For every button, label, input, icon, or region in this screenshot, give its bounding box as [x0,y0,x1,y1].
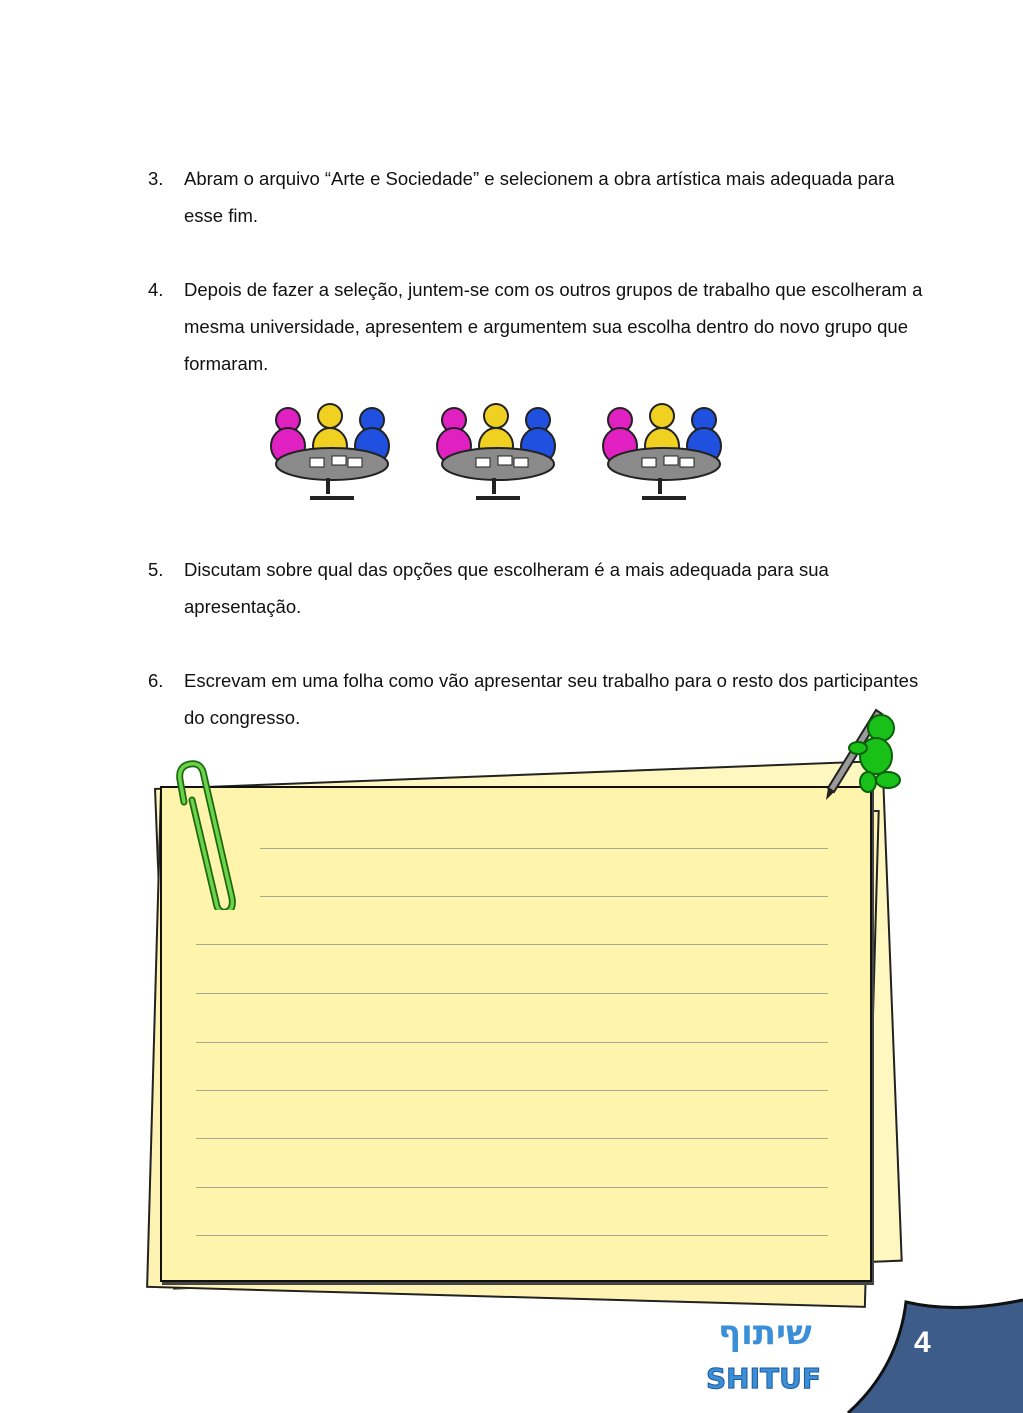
notepad [150,730,920,1300]
person-head [318,404,342,428]
list-item [148,160,928,234]
item-text: Escrevam em uma folha como vão apresentar seu trabalho para o resto dos participantes do congresso. [184,670,919,728]
paper-sheet [514,458,528,467]
item-text: Depois de fazer a seleção, juntem-se com os outros grupos de trabalho que escolheram a mesma universidade, apresentem e argumentem sua escolha dentro do novo grupo que formaram. [184,279,923,374]
item-text: Discutam sobre qual das opções que escolheram é a mais adequada para sua apresentação. [184,559,829,617]
paper-sheet [476,458,490,467]
item-text: Abram o arquivo “Arte e Sociedade” e selecionem a obra artística mais adequada para esse fim. [184,168,895,226]
people-at-table-icon [270,400,400,505]
page-number: 4 [914,1326,931,1359]
paper-sheet [332,456,346,465]
group-illustrations [270,400,740,510]
person-head [650,404,674,428]
meeting-scene-icon [270,400,400,505]
item-number: 4. [148,279,164,300]
logo-latin: SHITUF [706,1362,821,1395]
logo-hebrew: שיתוף [718,1313,812,1353]
people-at-table-icon [436,400,566,505]
paper-sheet [680,458,694,467]
writing-line [196,1042,828,1043]
people-at-table-icon [602,400,732,505]
shituf-logo [700,1308,830,1398]
item-number: 6. [148,670,164,691]
item-number: 5. [148,559,164,580]
list-item [148,551,928,625]
writing-line [196,1235,828,1236]
paper-sheet [310,458,324,467]
list-item [148,271,928,382]
writing-area[interactable] [160,786,872,1282]
writing-line [260,848,828,849]
person-head [484,404,508,428]
item-number: 3. [148,168,164,189]
writing-line [196,1187,828,1188]
paper-sheet [664,456,678,465]
writing-line [260,896,828,897]
paper-sheet [348,458,362,467]
page-corner-shape [846,1298,1023,1413]
list-item [148,662,928,736]
writing-line [196,944,828,945]
paperclip-icon [170,760,250,910]
meeting-scene-icon [436,400,566,505]
writing-line [196,1138,828,1139]
pencil-writer-icon [818,706,918,816]
paper-sheet [642,458,656,467]
page-number-tab [846,1298,1023,1413]
writing-line [196,993,828,994]
meeting-scene-icon [602,400,732,505]
writing-line [196,1090,828,1091]
paper-sheet [498,456,512,465]
